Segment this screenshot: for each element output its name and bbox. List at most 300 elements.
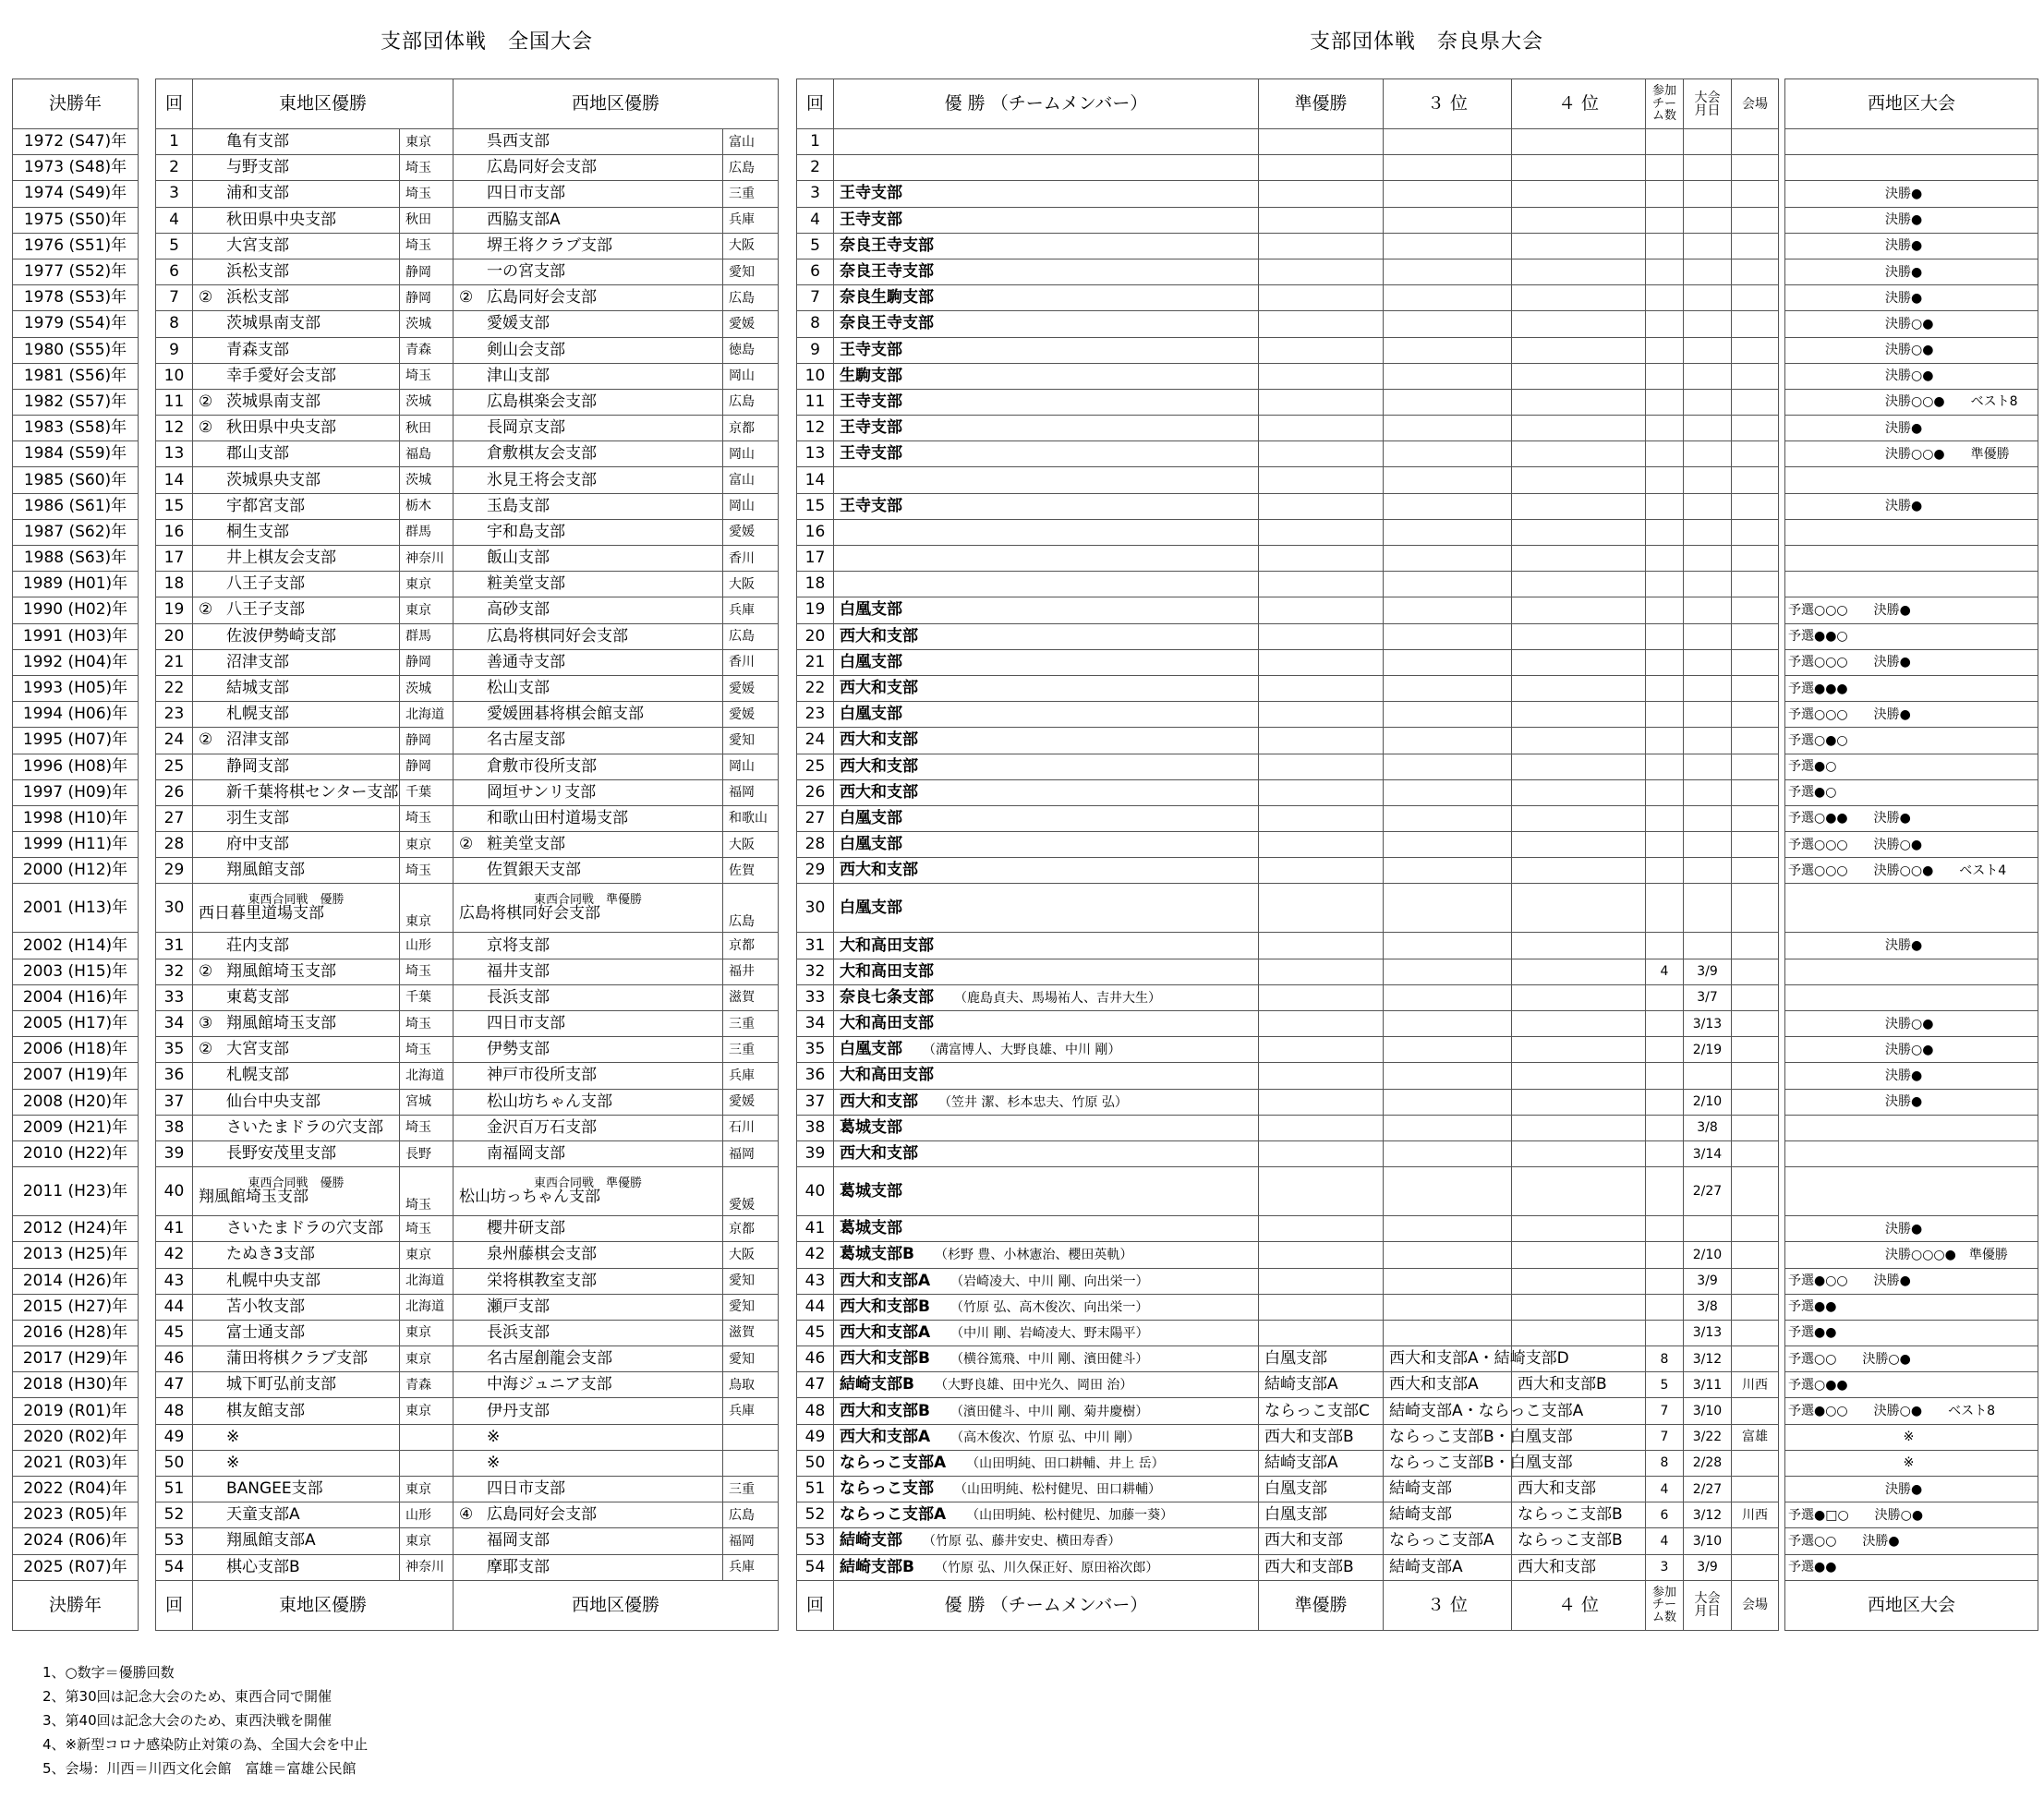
third-cell [1384, 519, 1512, 545]
national-row [156, 181, 779, 207]
west-team: 粧美堂支部 [487, 574, 566, 594]
east-cell [193, 728, 400, 754]
nara-row [797, 259, 1779, 284]
year-cell: 1991 (H03)年 [13, 623, 139, 649]
second-cell: 白凰支部 [1259, 1477, 1384, 1502]
teams-cell: 3 [1646, 1554, 1684, 1580]
year-cell: 1993 (H05)年 [13, 675, 139, 701]
third-cell: ならっこ支部A [1384, 1528, 1512, 1554]
east-cell [193, 832, 400, 858]
year-cell: 1986 (S61)年 [13, 493, 139, 519]
year-cell: 1979 (S54)年 [13, 311, 139, 337]
national-row [156, 1242, 779, 1268]
east-team: 大宮支部 [226, 1040, 289, 1059]
nara-winner-cell [834, 702, 1259, 728]
nara-winner-cell [834, 519, 1259, 545]
fourth-cell [1512, 884, 1646, 933]
east-team: さいたまドラの穴支部 [226, 1117, 383, 1137]
west-team: 伊丹支部 [487, 1401, 550, 1420]
nara-winner-cell [834, 363, 1259, 389]
venue-cell [1732, 1528, 1779, 1554]
national-round-cell: 21 [156, 649, 193, 675]
national-row [156, 285, 779, 311]
east-pref: 埼玉 [400, 858, 454, 884]
west-region-row [1785, 597, 2038, 623]
fourth-cell [1512, 416, 1646, 441]
year-row [13, 1398, 139, 1424]
venue-cell [1732, 884, 1779, 933]
date-cell [1684, 337, 1732, 363]
nara-winner-cell [834, 728, 1259, 754]
west-team: 広島将棋同好会支部 [459, 904, 601, 923]
west-pref: 滋賀 [723, 1320, 779, 1345]
west-region-row [1785, 779, 2038, 805]
teams-cell [1646, 1294, 1684, 1320]
venue-cell [1732, 675, 1779, 701]
second-cell [1259, 1011, 1384, 1037]
east-pref: 東京 [400, 1477, 454, 1502]
east-pref: 東京 [400, 1320, 454, 1345]
year-row [13, 1346, 139, 1372]
nara-row [797, 702, 1779, 728]
national-round-cell: 44 [156, 1294, 193, 1320]
nara-winner-cell [834, 441, 1259, 467]
nara-row [797, 1063, 1779, 1089]
national-round-cell: 53 [156, 1528, 193, 1554]
west-team: 善通寺支部 [487, 652, 566, 671]
date-cell: 3/12 [1684, 1346, 1732, 1372]
west-region-row [1785, 1372, 2038, 1398]
west-region-result: 決勝○● [1785, 1037, 2038, 1063]
teams-cell [1646, 337, 1684, 363]
second-cell [1259, 884, 1384, 933]
year-row [13, 1216, 139, 1242]
year-cell: 1997 (H09)年 [13, 779, 139, 805]
nara-round-cell: 4 [797, 207, 834, 233]
national-round-cell: 2 [156, 155, 193, 181]
fourth-cell [1512, 1242, 1646, 1268]
national-row [156, 363, 779, 389]
west-pref: 佐賀 [723, 858, 779, 884]
nara-winner-cell [834, 207, 1259, 233]
west-region-result: 予選●○○ 決勝○● ベスト8 [1785, 1398, 2038, 1424]
west-region-result: 予選○○○ 決勝○○● ベスト4 [1785, 858, 2038, 884]
fourth-cell [1512, 129, 1646, 155]
second-cell [1259, 1063, 1384, 1089]
west-cell [454, 1063, 723, 1089]
year-row [13, 416, 139, 441]
nara-winner-cell [834, 1477, 1259, 1502]
west-team: 粧美堂支部 [487, 835, 566, 854]
east-pref: 埼玉 [400, 1037, 454, 1063]
nara-row [797, 1346, 1779, 1372]
fourth-cell [1512, 493, 1646, 519]
second-cell: 白凰支部 [1259, 1502, 1384, 1528]
west-win-count: ② [459, 288, 474, 308]
nara-round-cell: 22 [797, 675, 834, 701]
national-round-cell: 45 [156, 1320, 193, 1345]
west-team: 櫻井研支部 [487, 1219, 566, 1238]
east-team: ※ [226, 1453, 240, 1472]
date-cell: 3/14 [1684, 1140, 1732, 1166]
fourth-cell [1512, 546, 1646, 572]
team-members: （竹原 弘、高木俊次、向出栄一） [949, 1299, 1149, 1315]
teams-cell [1646, 363, 1684, 389]
fourth-cell [1512, 1063, 1646, 1089]
west-region-result [1785, 1115, 2038, 1140]
east-pref: 東京 [400, 129, 454, 155]
nara-round-cell: 53 [797, 1528, 834, 1554]
west-region-result [1785, 519, 2038, 545]
date-cell: 2/28 [1684, 1450, 1732, 1476]
fourth-cell: 西大和支部B [1512, 1372, 1646, 1398]
west-region-row [1785, 337, 2038, 363]
west-region-result [1785, 572, 2038, 597]
second-cell [1259, 181, 1384, 207]
venue-cell [1732, 363, 1779, 389]
nara-winner-cell [834, 1216, 1259, 1242]
west-region-row [1785, 1424, 2038, 1450]
west-pref: 広島 [723, 1502, 779, 1528]
east-team: 沼津支部 [226, 652, 289, 671]
east-pref: 茨城 [400, 467, 454, 493]
second-cell [1259, 389, 1384, 415]
east-header: 東地区優勝 [193, 79, 454, 129]
east-pref [400, 1450, 454, 1476]
venue-cell [1732, 1477, 1779, 1502]
west-pref: 愛媛 [723, 675, 779, 701]
date-cell: 3/8 [1684, 1115, 1732, 1140]
east-pref: 北海道 [400, 1294, 454, 1320]
nara-row [797, 1502, 1779, 1528]
nara-row [797, 337, 1779, 363]
teams-cell [1646, 493, 1684, 519]
west-region-row [1785, 441, 2038, 467]
national-round-cell: 23 [156, 702, 193, 728]
nara-row [797, 207, 1779, 233]
east-pref: 埼玉 [400, 1011, 454, 1037]
national-round-cell: 28 [156, 832, 193, 858]
fourth-cell [1512, 959, 1646, 984]
nara-winner-cell [834, 1346, 1259, 1372]
third-cell: ならっこ支部B・白凰支部 [1384, 1450, 1512, 1476]
fourth-cell [1512, 285, 1646, 311]
year-cell: 1988 (S63)年 [13, 546, 139, 572]
nara-row [797, 441, 1779, 467]
west-pref: 大阪 [723, 233, 779, 259]
venue-cell [1732, 441, 1779, 467]
third-cell: 結崎支部 [1384, 1477, 1512, 1502]
year-row [13, 572, 139, 597]
east-pref: 北海道 [400, 1268, 454, 1294]
national-round-cell: 1 [156, 129, 193, 155]
west-cell [454, 1477, 723, 1502]
year-row [13, 1140, 139, 1166]
west-cell [454, 1011, 723, 1037]
fourth-cell: 西大和支部 [1512, 1477, 1646, 1502]
nara-winner: 白凰支部 [840, 600, 902, 620]
east-team: 西日暮里道場支部 [199, 904, 324, 923]
venue-cell [1732, 1089, 1779, 1115]
teams-cell [1646, 779, 1684, 805]
year-row [13, 285, 139, 311]
west-pref: 愛媛 [723, 1089, 779, 1115]
second-cell: 西大和支部B [1259, 1554, 1384, 1580]
nara-winner: 奈良生駒支部 [840, 288, 934, 308]
nara-winner-cell [834, 1167, 1259, 1216]
east-team: 秋田県中央支部 [226, 418, 336, 438]
teams-cell [1646, 702, 1684, 728]
east-cell [193, 1294, 400, 1320]
east-cell [193, 207, 400, 233]
east-team: 棋心支部B [226, 1557, 300, 1576]
venue-cell [1732, 623, 1779, 649]
west-cell [454, 467, 723, 493]
date-cell [1684, 389, 1732, 415]
nara-winner: 王寺支部 [840, 210, 902, 229]
nara-winner: ならっこ支部A [840, 1453, 947, 1472]
east-pref: 青森 [400, 337, 454, 363]
second-cell [1259, 984, 1384, 1010]
date-cell: 2/27 [1684, 1477, 1732, 1502]
nara-row [797, 933, 1779, 959]
third-cell [1384, 285, 1512, 311]
nara-round-cell: 16 [797, 519, 834, 545]
date-cell [1684, 363, 1732, 389]
venue-cell: 富雄 [1732, 1424, 1779, 1450]
third-header: ３ 位 [1384, 79, 1512, 129]
third-cell [1384, 311, 1512, 337]
year-cell: 2011 (H23)年 [13, 1167, 139, 1216]
nara-row [797, 1554, 1779, 1580]
third-cell [1384, 1268, 1512, 1294]
nara-winner-cell [834, 1450, 1259, 1476]
east-cell [193, 1216, 400, 1242]
date-cell: 3/8 [1684, 1294, 1732, 1320]
nara-winner: 白凰支部 [840, 1040, 902, 1059]
nara-round-cell: 5 [797, 233, 834, 259]
nara-row [797, 1089, 1779, 1115]
east-cell [193, 779, 400, 805]
east-cell [193, 1398, 400, 1424]
venue-cell [1732, 1140, 1779, 1166]
west-pref: 愛媛 [723, 519, 779, 545]
west-cell [454, 959, 723, 984]
second-cell [1259, 493, 1384, 519]
east-team: 亀有支部 [226, 132, 289, 151]
west-footer: 西地区優勝 [454, 1580, 779, 1630]
west-pref: 三重 [723, 181, 779, 207]
national-round-cell: 24 [156, 728, 193, 754]
third-cell [1384, 984, 1512, 1010]
west-cell [454, 1450, 723, 1476]
national-round-cell: 32 [156, 959, 193, 984]
year-row [13, 754, 139, 779]
year-row [13, 858, 139, 884]
nara-winner: 奈良王寺支部 [840, 314, 934, 333]
west-team: 倉敷市役所支部 [487, 756, 598, 776]
west-pref: 京都 [723, 1216, 779, 1242]
national-row [156, 129, 779, 155]
year-cell: 2010 (H22)年 [13, 1140, 139, 1166]
national-round-cell: 3 [156, 181, 193, 207]
west-region-row [1785, 416, 2038, 441]
national-row [156, 1502, 779, 1528]
west-region-row [1785, 389, 2038, 415]
year-cell: 1976 (S51)年 [13, 233, 139, 259]
date-cell: 3/9 [1684, 1268, 1732, 1294]
teams-cell [1646, 1115, 1684, 1140]
nara-winner: 白凰支部 [840, 898, 902, 917]
date-cell: 3/12 [1684, 1502, 1732, 1528]
date-cell [1684, 805, 1732, 831]
fourth-cell [1512, 207, 1646, 233]
west-region-row [1785, 1140, 2038, 1166]
nara-row [797, 285, 1779, 311]
venue-cell [1732, 207, 1779, 233]
year-cell: 1978 (S53)年 [13, 285, 139, 311]
nara-winner: 王寺支部 [840, 340, 902, 359]
year-cell: 1980 (S55)年 [13, 337, 139, 363]
west-region-result: 決勝● [1785, 493, 2038, 519]
west-team: 飯山支部 [487, 549, 550, 568]
nara-winner-cell [834, 233, 1259, 259]
year-row [13, 884, 139, 933]
second-cell [1259, 337, 1384, 363]
date-cell: 3/11 [1684, 1372, 1732, 1398]
year-row [13, 1089, 139, 1115]
east-pref: 埼玉 [400, 233, 454, 259]
venue-cell [1732, 493, 1779, 519]
venue-cell [1732, 1063, 1779, 1089]
west-team: 西脇支部A [487, 210, 561, 229]
teams-cell [1646, 1140, 1684, 1166]
east-team: 静岡支部 [226, 756, 289, 776]
nara-winner: 結崎支部B [840, 1375, 914, 1394]
west-pref: 大阪 [723, 1242, 779, 1268]
year-row [13, 337, 139, 363]
second-cell [1259, 1242, 1384, 1268]
nara-winner-cell [834, 181, 1259, 207]
national-row [156, 702, 779, 728]
nara-winner-cell [834, 832, 1259, 858]
third-cell [1384, 155, 1512, 181]
west-pref: 三重 [723, 1477, 779, 1502]
second-cell: ならっこ支部C [1259, 1398, 1384, 1424]
nara-round-cell: 7 [797, 285, 834, 311]
nara-round-cell: 54 [797, 1554, 834, 1580]
venue-cell [1732, 1294, 1779, 1320]
nara-winner: 西大和支部A [840, 1322, 931, 1342]
east-team: 幸手愛好会支部 [226, 366, 336, 385]
national-row [156, 1477, 779, 1502]
west-region-result: 予選●●● [1785, 675, 2038, 701]
west-pref: 香川 [723, 546, 779, 572]
venue-cell [1732, 1216, 1779, 1242]
year-cell: 1984 (S59)年 [13, 441, 139, 467]
west-team: 南福岡支部 [487, 1144, 566, 1164]
year-cell: 2009 (H21)年 [13, 1115, 139, 1140]
date-cell: 3/9 [1684, 959, 1732, 984]
year-row [13, 519, 139, 545]
year-row [13, 623, 139, 649]
west-team: 宇和島支部 [487, 522, 566, 541]
west-team: 摩耶支部 [487, 1557, 550, 1576]
nara-row [797, 623, 1779, 649]
east-pref: 千葉 [400, 779, 454, 805]
nara-row [797, 959, 1779, 984]
east-cell [193, 1424, 400, 1450]
date-cell [1684, 467, 1732, 493]
nara-round-cell: 42 [797, 1242, 834, 1268]
teams-cell [1646, 546, 1684, 572]
third-cell [1384, 467, 1512, 493]
west-pref: 福井 [723, 959, 779, 984]
date-cell [1684, 623, 1732, 649]
third-cell [1384, 754, 1512, 779]
teams-cell [1646, 259, 1684, 284]
venue-cell [1732, 1320, 1779, 1345]
national-round-cell: 16 [156, 519, 193, 545]
west-cell [454, 1424, 723, 1450]
east-cell [193, 1037, 400, 1063]
nara-winner-cell [834, 1140, 1259, 1166]
second-cell [1259, 1216, 1384, 1242]
nara-round-cell: 52 [797, 1502, 834, 1528]
west-pref: 岡山 [723, 493, 779, 519]
east-team: 東葛支部 [226, 987, 289, 1007]
east-win-count: ② [199, 600, 213, 620]
second-cell [1259, 416, 1384, 441]
west-team: 呉西支部 [487, 132, 550, 151]
date-cell [1684, 858, 1732, 884]
date-cell: 3/10 [1684, 1528, 1732, 1554]
east-pref: 秋田 [400, 416, 454, 441]
teams-cell: 4 [1646, 1477, 1684, 1502]
year-cell: 1973 (S48)年 [13, 155, 139, 181]
date-cell [1684, 1063, 1732, 1089]
third-cell [1384, 1140, 1512, 1166]
west-cell [454, 1554, 723, 1580]
national-row [156, 1063, 779, 1089]
nara-winner: 奈良王寺支部 [840, 235, 934, 255]
east-cell [193, 933, 400, 959]
east-cell [193, 1450, 400, 1476]
nara-round-cell: 8 [797, 311, 834, 337]
date-cell [1684, 416, 1732, 441]
east-team: 与野支部 [226, 158, 289, 177]
west-region-row [1785, 858, 2038, 884]
west-team: 松山坊ちゃん支部 [487, 1092, 613, 1111]
nara-winner-cell [834, 623, 1259, 649]
third-cell [1384, 675, 1512, 701]
east-cell [193, 546, 400, 572]
nara-winner: 西大和支部A [840, 1427, 931, 1446]
date-cell [1684, 675, 1732, 701]
east-win-count: ② [199, 288, 213, 308]
west-region-row [1785, 675, 2038, 701]
nara-winner-cell [834, 572, 1259, 597]
west-team: 愛媛囲碁将棋会館支部 [487, 705, 645, 724]
east-cell [193, 702, 400, 728]
year-row [13, 233, 139, 259]
venue-cell [1732, 233, 1779, 259]
year-row [13, 832, 139, 858]
west-region-result: 予選●● [1785, 1294, 2038, 1320]
year-cell: 2000 (H12)年 [13, 858, 139, 884]
fourth-cell [1512, 832, 1646, 858]
second-cell [1259, 233, 1384, 259]
